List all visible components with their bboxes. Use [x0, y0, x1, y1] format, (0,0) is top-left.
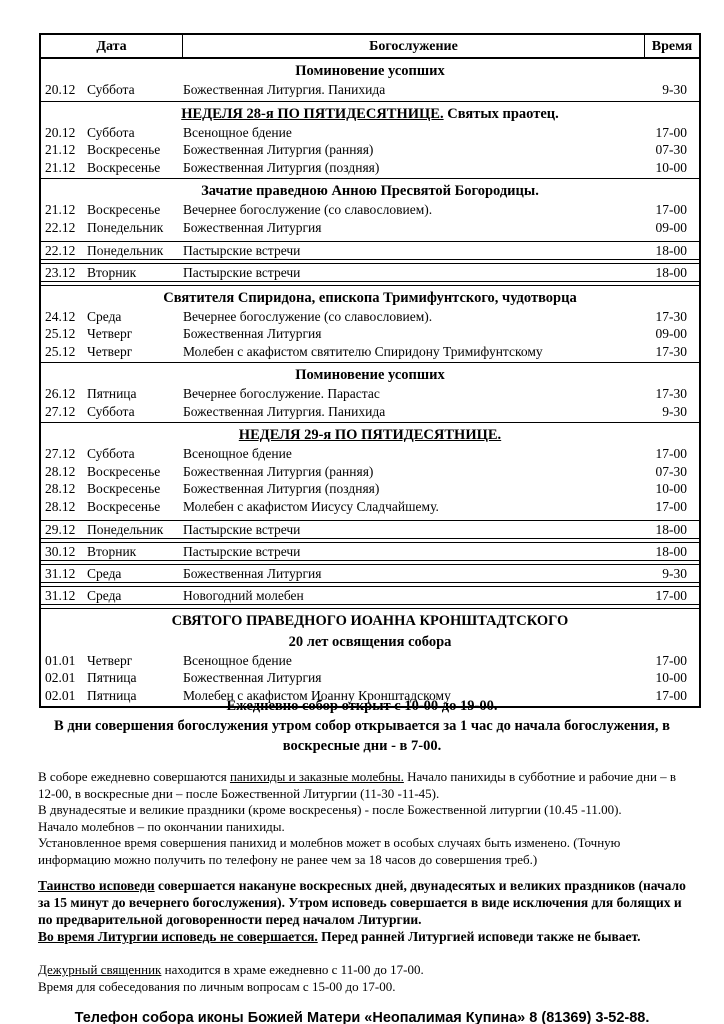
service-time: 17-00 [655, 687, 687, 703]
service-row [41, 480, 699, 498]
service-day: Воскресенье [87, 463, 161, 479]
service-time: 09-00 [655, 219, 687, 235]
service-name: Божественная Литургия (поздняя) [183, 481, 380, 496]
service-row [41, 242, 699, 260]
schedule-section [41, 285, 699, 363]
service-date: 21.12 [45, 142, 76, 157]
service-row [41, 385, 699, 403]
schedule-section [41, 263, 699, 283]
service-time: 18-00 [655, 242, 687, 258]
service-date: 28.12 [45, 463, 76, 479]
service-row [41, 565, 699, 583]
priest-paragraph [38, 979, 690, 996]
service-time: 17-00 [655, 202, 687, 217]
service-date: 27.12 [45, 403, 76, 419]
service-time: 07-30 [655, 142, 687, 157]
service-time: 9-30 [662, 565, 687, 581]
opening-hours-line [16, 716, 708, 756]
schedule-section [41, 542, 699, 562]
service-date: 26.12 [45, 386, 76, 401]
service-day: Пятница [87, 670, 137, 685]
service-time: 17-00 [655, 446, 687, 461]
service-day: Суббота [87, 446, 135, 461]
column-header-service: Богослужение [182, 35, 644, 57]
text-segment: Начало молебнов – по окончании панихиды. [38, 818, 285, 834]
section-heading-text: 20 лет освящения собора [288, 633, 452, 650]
service-row [41, 81, 699, 99]
text-segment: совершается накануне воскресных дней, двунадесятых и великих праздников (начало за 15 минут до вечернего богослужения). Утром исповедь совершается в виде исключения для болящих и по предварительной договоренности перед началом Литургии. [38, 878, 686, 927]
section-heading [41, 631, 699, 652]
service-name: Новогодний молебен [183, 587, 304, 603]
schedule-section [41, 241, 699, 261]
info-paragraph [38, 835, 690, 868]
duty-priest-block [0, 962, 724, 995]
service-day: Четверг [87, 326, 133, 341]
service-schedule-table [39, 33, 701, 708]
column-header-date: Дата [96, 39, 127, 54]
service-name: Пастырские встречи [183, 543, 301, 559]
service-name: Вечернее богослужение (со славословием). [183, 308, 433, 324]
section-heading-text: Поминовение усопших [295, 367, 445, 383]
service-name: Вечернее богослужение. Парастас [183, 386, 380, 401]
service-time: 17-30 [655, 308, 687, 324]
text-segment: В дни совершения богослужения утром собор открывается за 1 час до начала богослужения, в воскресные дни - в 7-00. [54, 718, 670, 754]
service-date: 30.12 [45, 543, 76, 559]
section-heading-text: НЕДЕЛЯ 29-я ПО ПЯТИДЕСЯТНИЦЕ. [238, 427, 502, 443]
service-time: 10-00 [655, 670, 687, 685]
section-heading-text: Зачатие праведною Анною Пресвятой Богородицы. [201, 183, 539, 199]
service-time: 18-00 [655, 543, 687, 559]
service-date: 28.12 [45, 498, 76, 514]
schedule-section [41, 422, 699, 517]
service-day: Вторник [87, 264, 137, 280]
section-heading-text: Святых праотец. [443, 105, 559, 122]
service-name: Пастырские встречи [183, 242, 301, 258]
service-row [41, 587, 699, 605]
text-segment: Ежедневно собор открыт с 10-00 до 19-00. [226, 698, 498, 714]
service-date: 24.12 [45, 308, 76, 324]
section-heading-text: Святителя Спиридона, епископа Тримифунтского, чудотворца [163, 289, 577, 306]
service-day: Воскресенье [87, 498, 161, 514]
schedule-section [41, 59, 699, 101]
opening-hours-notice [0, 696, 724, 756]
service-day: Суббота [87, 124, 135, 140]
service-row [41, 201, 699, 219]
underlined-text: Дежурный священник [38, 962, 162, 977]
service-date: 20.12 [45, 82, 76, 97]
service-row [41, 652, 699, 670]
service-day: Среда [87, 308, 122, 324]
service-row [41, 141, 699, 159]
section-heading-text: СВЯТОГО ПРАВЕДНОГО ИОАННА КРОНШТАДТСКОГО [171, 612, 569, 629]
service-name: Всенощное бдение [183, 124, 292, 140]
service-row [41, 343, 699, 361]
confession-paragraph [38, 877, 690, 928]
schedule-section [41, 520, 699, 540]
info-paragraph [38, 769, 690, 802]
service-date: 27.12 [45, 446, 76, 461]
service-name: Божественная Литургия (ранняя) [183, 142, 374, 157]
service-date: 22.12 [45, 219, 76, 235]
priest-paragraph [38, 962, 690, 979]
service-time: 18-00 [655, 521, 687, 537]
service-row [41, 403, 699, 421]
service-day: Суббота [87, 403, 135, 419]
service-row [41, 219, 699, 237]
service-row [41, 463, 699, 481]
section-heading [41, 103, 699, 124]
service-date: 20.12 [45, 124, 76, 140]
service-day: Воскресенье [87, 481, 161, 496]
service-date: 31.12 [45, 565, 76, 581]
text-segment: В соборе ежедневно совершаются [38, 769, 230, 784]
service-date: 21.12 [45, 202, 76, 217]
service-day: Суббота [87, 82, 135, 97]
service-date: 23.12 [45, 264, 76, 280]
service-name: Молебен с акафистом святителю Спиридону Тримифунтскому [183, 343, 543, 359]
service-date: 31.12 [45, 587, 76, 603]
confession-info-block [0, 877, 724, 945]
service-day: Пятница [87, 386, 137, 401]
service-time: 17-00 [655, 587, 687, 603]
service-name: Божественная Литургия [183, 219, 322, 235]
schedule-section [41, 178, 699, 238]
service-date: 25.12 [45, 343, 76, 359]
service-name: Божественная Литургия. Панихида [183, 82, 386, 97]
service-row [41, 264, 699, 282]
service-row [41, 159, 699, 177]
notices-section [0, 680, 724, 1024]
service-name: Пастырские встречи [183, 521, 301, 537]
service-time: 9-30 [662, 82, 687, 97]
text-segment: Время для собеседования по личным вопросам с 15-00 до 17-00. [38, 978, 396, 994]
service-row [41, 521, 699, 539]
info-paragraph [38, 819, 690, 836]
service-day: Среда [87, 587, 122, 603]
schedule-section [41, 586, 699, 606]
service-day: Среда [87, 565, 122, 581]
service-name: Божественная Литургия [183, 670, 322, 685]
service-day: Понедельник [87, 219, 164, 235]
service-name: Молебен с акафистом Иоанну Кронштадскому [183, 687, 451, 703]
service-time: 10-00 [655, 159, 687, 175]
section-heading-text: Поминовение усопших [295, 63, 445, 79]
service-day: Четверг [87, 343, 133, 359]
service-row [41, 325, 699, 343]
service-time: 09-00 [655, 326, 687, 341]
column-header-time: Время [644, 35, 699, 57]
cathedral-phone-line: Телефон собора иконы Божией Матери «Неопалимая Купина» 8 (81369) 3-52-88. [74, 1010, 650, 1024]
table-header-row [41, 35, 699, 59]
service-time: 18-00 [655, 264, 687, 280]
service-day: Понедельник [87, 521, 164, 537]
section-heading [41, 610, 699, 631]
service-time: 9-30 [662, 403, 687, 419]
service-row [41, 308, 699, 326]
text-segment: Начало панихиды в субботние и рабочие дни – в 12-00, в воскресные дни – после Божественной Литургии (11-30 -11-45). [38, 769, 677, 801]
underlined-text: Во время Литургии исповедь не совершается. [38, 929, 318, 944]
service-date: 02.01 [45, 670, 76, 685]
service-day: Понедельник [87, 242, 164, 258]
service-name: Божественная Литургия (поздняя) [183, 159, 380, 175]
service-date: 02.01 [45, 687, 76, 703]
schedule-table-body [41, 59, 699, 706]
service-row [41, 498, 699, 516]
service-name: Пастырские встречи [183, 264, 301, 280]
service-time: 17-30 [655, 386, 687, 401]
service-name: Божественная Литургия [183, 326, 322, 341]
service-name: Молебен с акафистом Иисусу Сладчайшему. [183, 498, 439, 514]
service-row [41, 445, 699, 463]
section-heading [41, 364, 699, 385]
section-heading [41, 180, 699, 201]
section-heading [41, 424, 699, 445]
panikhida-info-block [0, 769, 724, 868]
service-date: 28.12 [45, 481, 76, 496]
underlined-text: Таинство исповеди [38, 878, 155, 893]
service-date: 01.01 [45, 652, 76, 668]
service-row [41, 543, 699, 561]
service-name: Божественная Литургия (ранняя) [183, 463, 374, 479]
service-name: Всенощное бдение [183, 652, 292, 668]
section-heading [41, 287, 699, 308]
service-day: Воскресенье [87, 159, 161, 175]
section-heading [41, 60, 699, 81]
text-segment: Установленное время совершения панихид и молебнов может в особых случаях быть изменено. (Точную информацию можно получить по телефону не ранее чем за 18 часов до совершения треб.) [38, 835, 621, 867]
service-time: 17-30 [655, 343, 687, 359]
service-time: 07-30 [655, 463, 687, 479]
schedule-section [41, 101, 699, 179]
schedule-section [41, 564, 699, 584]
service-date: 21.12 [45, 159, 76, 175]
service-time: 17-00 [655, 124, 687, 140]
service-time: 10-00 [655, 481, 687, 496]
schedule-section [41, 362, 699, 422]
service-name: Вечернее богослужение (со славословием). [183, 202, 433, 217]
service-day: Четверг [87, 652, 133, 668]
service-day: Пятница [87, 687, 137, 703]
service-date: 29.12 [45, 521, 76, 537]
service-day: Вторник [87, 543, 137, 559]
service-day: Воскресенье [87, 202, 161, 217]
section-heading-text: НЕДЕЛЯ 28-я ПО ПЯТИДЕСЯТНИЦЕ. [181, 105, 444, 122]
service-date: 22.12 [45, 242, 76, 258]
text-segment: находится в храме ежедневно с 11-00 до 17-00. [161, 962, 424, 977]
confession-paragraph [38, 928, 690, 945]
service-name: Всенощное бдение [183, 446, 292, 461]
service-name: Божественная Литургия [183, 565, 322, 581]
text-segment: В двунадесятые и великие праздники (кроме воскресенья) - после Божественной литургии (10.45 -11.00). [38, 802, 622, 817]
service-row [41, 124, 699, 142]
service-time: 17-00 [655, 652, 687, 668]
service-time: 17-00 [655, 498, 687, 514]
service-name: Божественная Литургия. Панихида [183, 403, 386, 419]
text-segment: Перед ранней Литургией исповеди также не бывает. [317, 929, 641, 944]
service-day: Воскресенье [87, 142, 161, 157]
info-paragraph [38, 802, 690, 819]
opening-hours-line [16, 696, 708, 716]
underlined-text: панихиды и заказные молебны. [229, 769, 404, 784]
service-date: 25.12 [45, 326, 76, 341]
